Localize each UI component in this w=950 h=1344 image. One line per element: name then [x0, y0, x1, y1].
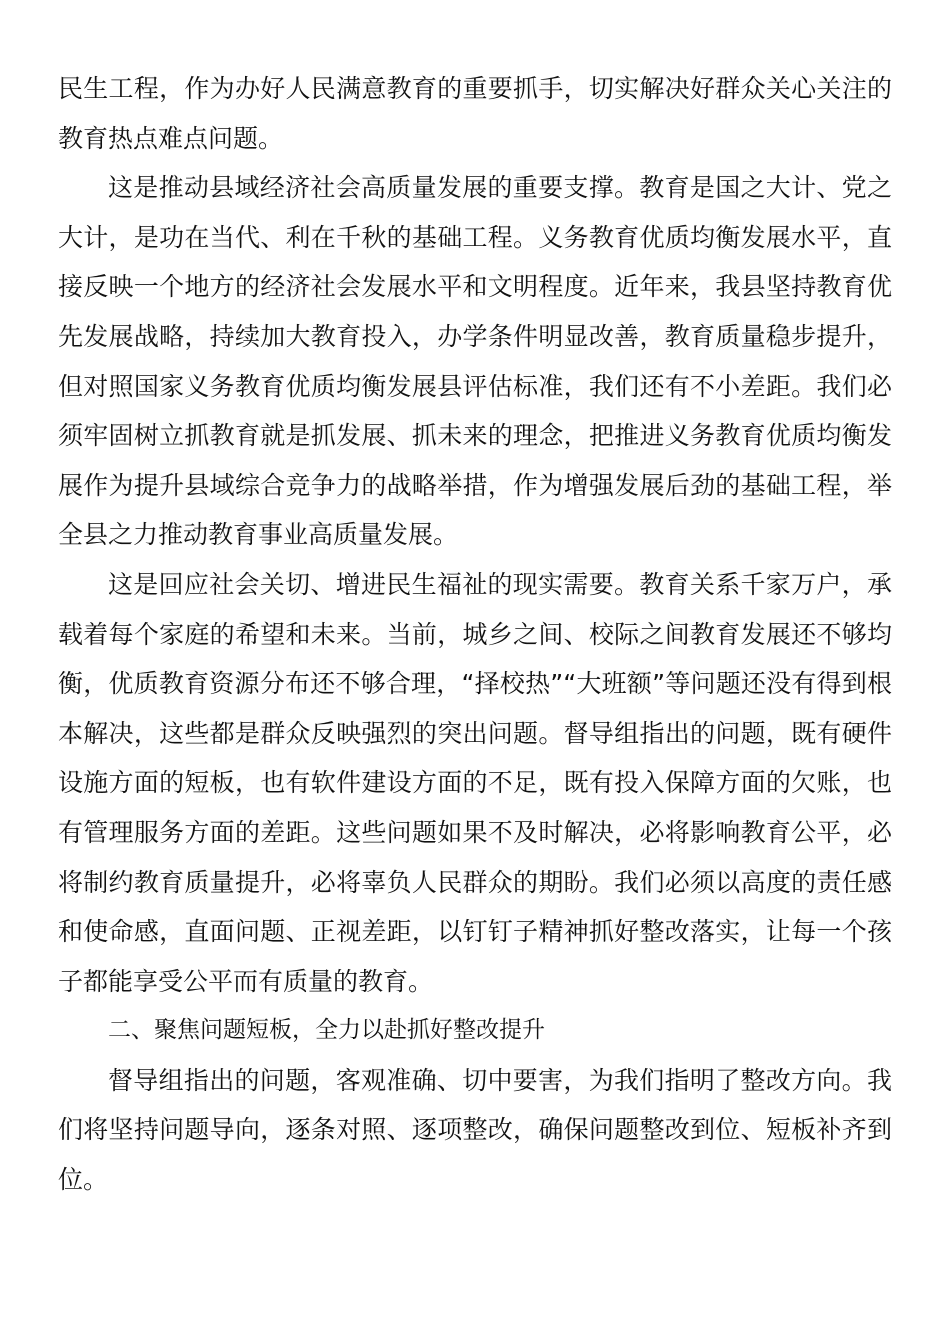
paragraph-continuation: 民生工程，作为办好人民满意教育的重要抓手，切实解决好群众关心关注的教育热点难点问题。 — [58, 74, 892, 153]
paragraph-development-support: 这是推动县域经济社会高质量发展的重要支撑。教育是国之大计、党之大计，是功在当代、利在千秋的基础工程。义务教育优质均衡发展水平，直接反映一个地方的经济社会发展水平和文明程度。近年来，我县坚持教育优先发展战略，持续加大教育投入，办学条件明显改善，教育质量稳步提升，但对照国家义务教育优质均衡发展县评估标准，我们还有不小差距。我们必须牢固树立抓教育就是抓发展、抓未来的理念，把推进义务教育优质均衡发展作为提升县域综合竞争力的战略举措，作为增强发展后劲的基础工程，举全县之力推动教育事业高质量发展。 — [58, 173, 892, 550]
paragraph-rectification: 督导组指出的问题，客观准确、切中要害，为我们指明了整改方向。我们将坚持问题导向，逐条对照、逐项整改，确保问题整改到位、短板补齐到位。 — [58, 1065, 892, 1195]
section-heading: 二、聚焦问题短板，全力以赴抓好整改提升 — [108, 1017, 545, 1044]
document-page — [58, 64, 892, 1205]
paragraph-social-concerns: 这是回应社会关切、增进民生福祉的现实需要。教育关系千家万户，承载着每个家庭的希望和未来。当前，城乡之间、校际之间教育发展还不够均衡，优质教育资源分布还不够合理，“择校热”“大班额”等问题还没有得到根本解决，这些都是群众反映强烈的突出问题。督导组指出的问题，既有硬件设施方面的短板，也有软件建设方面的不足，既有投入保障方面的欠账，也有管理服务方面的差距。这些问题如果不及时解决，必将影响教育公平，必将制约教育质量提升，必将辜负人民群众的期盼。我们必须以高度的责任感和使命感，直面问题、正视差距，以钉钉子精神抓好整改落实，让每一个孩子都能享受公平而有质量的教育。 — [58, 569, 892, 996]
